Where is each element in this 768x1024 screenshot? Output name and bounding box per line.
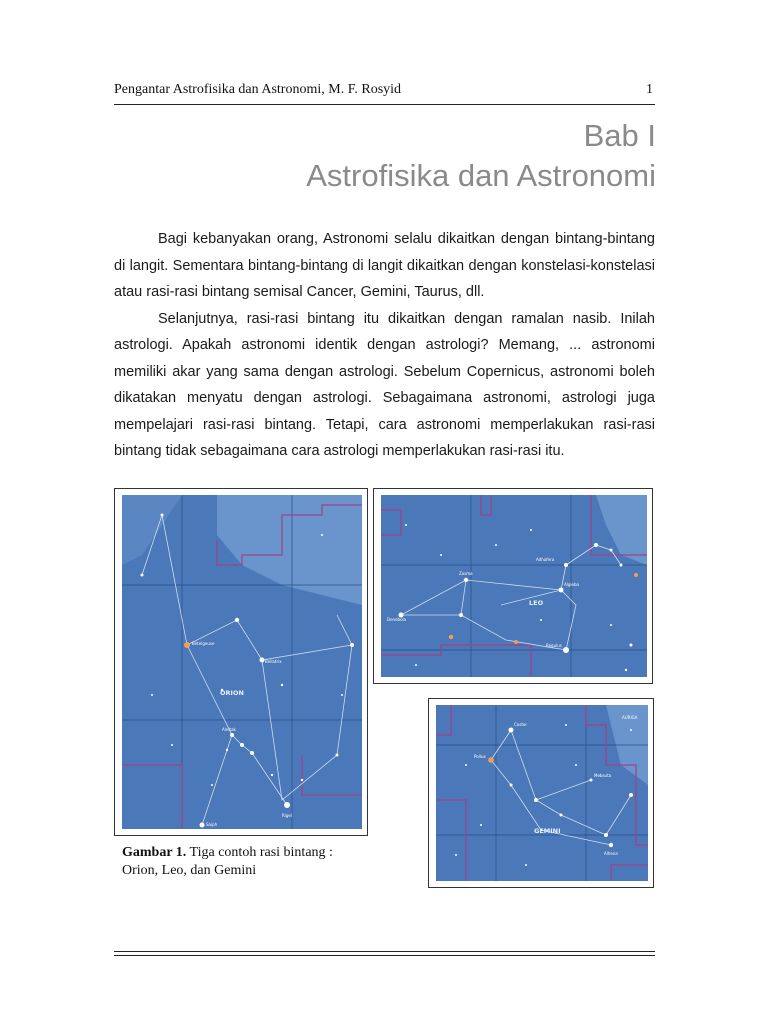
header-rule: [114, 104, 655, 105]
figure-orion: [114, 488, 368, 836]
page-header: [114, 82, 655, 102]
caption-label: Gambar 1.: [122, 845, 187, 860]
gemini-neighbor-label-auriga: AURIGA: [622, 715, 638, 720]
figure-leo: [373, 488, 653, 684]
orion-constellation-label: ORION: [220, 689, 244, 697]
body-text: [114, 226, 655, 465]
leo-star-label-zosma: Zosma: [459, 571, 473, 576]
orion-star-label-betelgeuse: Betelgeuse: [192, 641, 215, 646]
gemini-constellation-label: GEMINI: [534, 827, 561, 835]
leo-star-label-algieba: Algieba: [564, 582, 579, 587]
paragraph-1: Bagi kebanyakan orang, Astronomi selalu dikaitkan dengan bintang-bintang di langit. Sementara bintang-bintang di langit dikaitkan dengan konstelasi-konstelasi atau rasi-rasi bintang semisal Cancer, Gemini, Taurus, dll.: [114, 231, 655, 300]
chapter-title: Astrofisika dan Astronomi: [306, 158, 656, 193]
gemini-star-label-alhena: Alhena: [604, 851, 618, 856]
orion-star-label-bellatrix: Bellatrix: [265, 659, 282, 664]
page-number: 1: [646, 82, 653, 97]
gemini-star-label-mebsuta: Mebsuta: [594, 773, 612, 778]
leo-constellation-label: LEO: [529, 599, 544, 607]
gemini-star-map: [436, 705, 648, 881]
footer-rule: [114, 951, 655, 956]
leo-star-label-adhafera: Adhafera: [536, 557, 555, 562]
gemini-star-label-castor: Castor: [514, 722, 527, 727]
chapter-heading: [306, 116, 656, 196]
orion-star-label-rigel: Rigel: [282, 813, 293, 818]
orion-star-map: [122, 495, 362, 829]
gemini-star-label-pollux: Pollux: [474, 754, 486, 759]
leo-star-label-regulus: Regulus: [546, 643, 562, 648]
chapter-label: Bab I: [583, 118, 656, 153]
orion-star-label-saiph: Saiph: [206, 822, 218, 827]
figure-gemini: [428, 698, 654, 888]
leo-star-map: [381, 495, 647, 677]
caption-text: Tiga contoh rasi bintang : Orion, Leo, dan Gemini: [122, 845, 333, 878]
leo-star-label-denebola: Denebola: [387, 617, 407, 622]
header-title: Pengantar Astrofisika dan Astronomi, M. F. Rosyid: [114, 82, 402, 97]
paragraph-2: Selanjutnya, rasi-rasi bintang itu dikaitkan dengan ramalan nasib. Inilah astrologi. Apakah astronomi identik dengan astrologi? Memang, ... astronomi memiliki akar yang sama dengan astrologi. Sebelum Copernicus, astronomi boleh dikatakan menyatu dengan astrologi. Sebagaimana astronomi, astrologi juga mempelajari rasi-rasi bintang. Tetapi, cara astronomi memperlakukan rasi-rasi bintang tidak sebagaimana cara astrologi memperlakukan rasi-rasi itu.: [114, 310, 655, 459]
figure-caption: [122, 844, 372, 880]
orion-star-label-alnitak: Alnitak: [222, 727, 236, 732]
